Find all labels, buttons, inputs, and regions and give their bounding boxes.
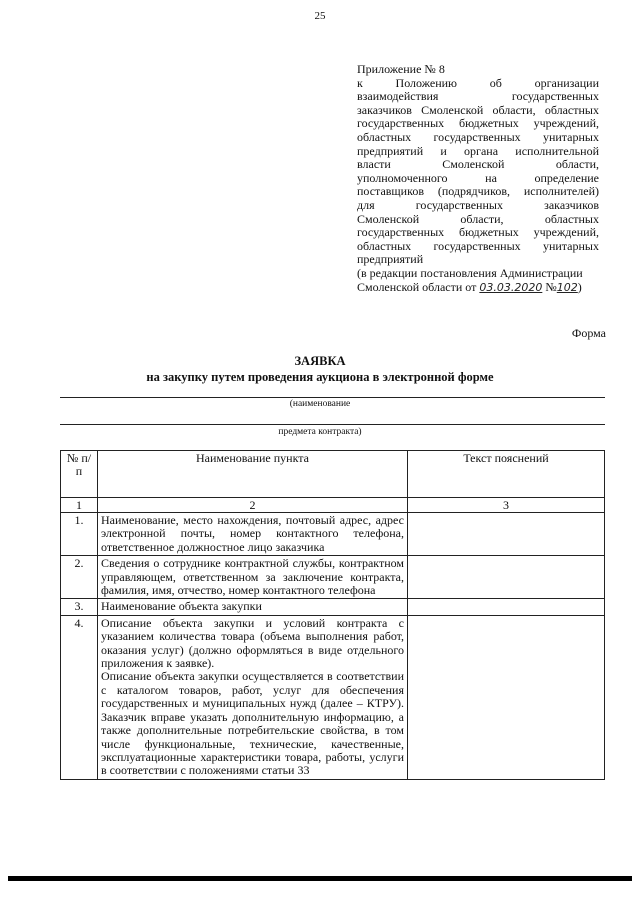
appendix-line: к Положению об организации xyxy=(357,75,599,90)
table-row xyxy=(61,556,605,599)
table-index-row xyxy=(61,498,605,513)
row-explanation-cell[interactable] xyxy=(408,615,605,779)
row-item-name xyxy=(98,556,408,599)
table-row xyxy=(61,513,605,556)
name-underline-2 xyxy=(60,424,605,425)
row-explanation-cell[interactable] xyxy=(408,556,605,599)
appendix-last-line-prefix: Смоленской области от xyxy=(357,279,477,294)
index-cell: 3 xyxy=(408,498,605,513)
appendix-line: областных государственных унитарных xyxy=(357,129,599,144)
appendix-line: уполномоченного на определение xyxy=(357,170,599,185)
appendix-line: Приложение № 8 xyxy=(357,62,445,76)
row-item-name xyxy=(98,513,408,556)
caption-naming: (наименование xyxy=(289,399,351,409)
table-row xyxy=(61,615,605,779)
appendix-line: власти Смоленской области, xyxy=(357,157,599,172)
appendix-line: Смоленской области, областных xyxy=(357,211,599,226)
table-row xyxy=(61,599,605,615)
appendix-line: взаимодействия государственных xyxy=(357,89,599,104)
header-number: № п/п xyxy=(61,451,98,498)
name-underline-1 xyxy=(60,397,605,398)
row-number: 4. xyxy=(61,615,98,779)
header-item-name: Наименование пункта xyxy=(98,451,408,498)
row-item-name xyxy=(98,615,408,779)
application-table xyxy=(60,450,605,780)
appendix-line: поставщиков (подрядчиков, исполнителей) xyxy=(357,184,599,199)
row-number: 1. xyxy=(61,513,98,556)
appendix-line: (в редакции постановления Администрации xyxy=(357,265,583,280)
appendix-last-line: Смоленской области от 03.03.2020 №102) xyxy=(357,279,582,294)
title-line-2: на закупку путем проведения аукциона в электронной форме xyxy=(146,370,494,384)
appendix-line: предприятий xyxy=(357,252,424,267)
row-item-text: Наименование, место нахождения, почтовый адрес, адрес электронной почты, номер контактного телефона, ответственное должностное лицо заказчика xyxy=(101,513,404,554)
number-sign: № xyxy=(545,279,557,294)
appendix-line: государственных бюджетных учреждений, xyxy=(357,225,599,240)
row-item-text-continued: Описание объекта закупки осуществляется в соответствии с каталогом товаров, работ, услуг для обеспечения государственных и муниципальных нужд (далее – КТРУ). Заказчик вправе указать дополнительную информацию, а также дополнительные потребительские свойства, в том числе функциональные, технические, качественные, эксплуатационные характеристики товара, работы, услуги в соответствии с положениями статьи 33 xyxy=(101,669,404,778)
row-explanation-cell[interactable] xyxy=(408,599,605,615)
appendix-line: предприятий и органа исполнительной xyxy=(357,143,599,158)
page-number: 25 xyxy=(314,10,326,22)
appendix-line: для государственных заказчиков xyxy=(357,197,599,212)
scan-edge-bar xyxy=(8,876,632,881)
row-item-text: Описание объекта закупки и условий контракта с указанием количества товара (объема выполнения работ, оказания услуг) (должно оформляться в виде отдельного приложения к заявке). xyxy=(101,615,404,671)
row-item-name xyxy=(98,599,408,615)
row-item-text: Наименование объекта закупки xyxy=(101,599,262,614)
appendix-line: областных государственных унитарных xyxy=(357,238,599,253)
row-explanation-cell[interactable] xyxy=(408,513,605,556)
title-line-1: ЗАЯВКА xyxy=(294,354,346,368)
appendix-line: государственных бюджетных учреждений, xyxy=(357,116,599,131)
index-cell: 2 xyxy=(98,498,408,513)
document-title xyxy=(0,353,640,385)
appendix-line: заказчиков Смоленской области, областных xyxy=(357,102,599,117)
caption-subject: предмета контракта) xyxy=(278,427,362,437)
table-header-row xyxy=(61,451,605,498)
handwritten-date: 03.03.2020 xyxy=(479,280,543,294)
row-item-text: Сведения о сотруднике контрактной службы, контрактном управляющем, ответственном за заключение контракта, фамилия, имя, отчество, номер контактного телефона xyxy=(101,556,404,598)
index-cell: 1 xyxy=(61,498,98,513)
row-number: 3. xyxy=(61,599,98,615)
row-number: 2. xyxy=(61,556,98,599)
handwritten-number: 102 xyxy=(556,280,578,294)
appendix-block xyxy=(357,63,599,294)
form-label: Форма xyxy=(571,326,606,340)
header-explanation: Текст пояснений xyxy=(408,451,605,498)
